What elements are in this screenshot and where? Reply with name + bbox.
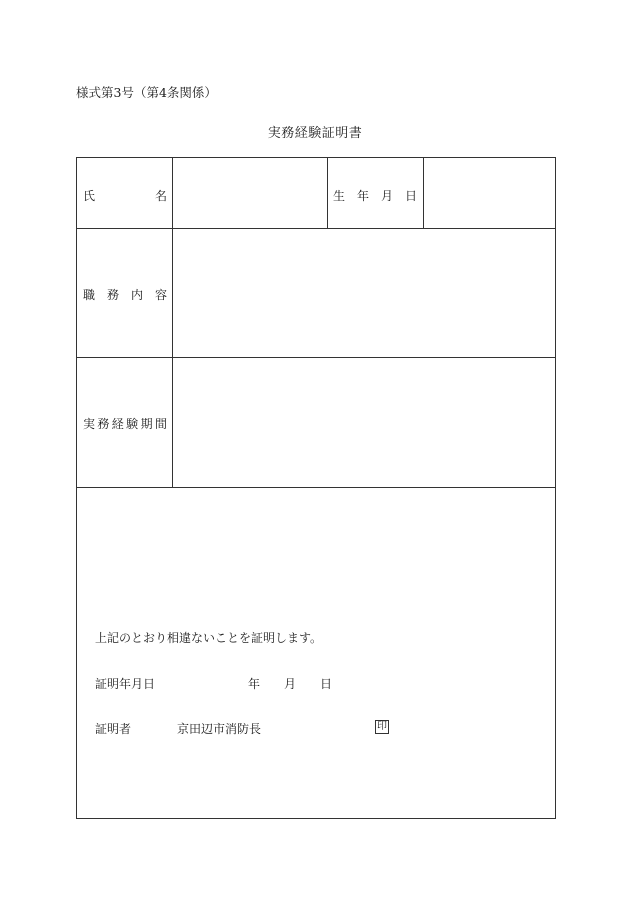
- name-label: 氏 名: [83, 189, 167, 203]
- experience-period-label: 実 務 経 験 期 間: [83, 417, 167, 431]
- certification-date-day: 日: [320, 677, 333, 691]
- certification-statement: 上記のとおり相違ないことを証明します。: [95, 631, 323, 645]
- certification-date-year: 年: [248, 677, 261, 691]
- birthdate-label: 生 年 月 日: [333, 189, 417, 203]
- duties-label: 職 務 内 容: [83, 288, 167, 302]
- experience-period-field[interactable]: [173, 358, 556, 486]
- certificate-form-frame: [76, 157, 556, 819]
- certification-date-month: 月: [284, 677, 297, 691]
- certifier-label: 証明者: [95, 722, 132, 736]
- seal-mark: 印: [377, 721, 387, 732]
- document-title: 実務経験証明書: [267, 126, 363, 141]
- name-birthdate-divider: [327, 158, 328, 228]
- certifier-name: 京田辺市消防長: [177, 722, 262, 736]
- duties-field[interactable]: [173, 229, 556, 356]
- form-number: 様式第3号（第4条関係）: [76, 85, 217, 100]
- name-field[interactable]: [173, 159, 326, 227]
- row-divider-3: [77, 487, 555, 488]
- birthdate-field[interactable]: [424, 159, 556, 227]
- certification-date-label: 証明年月日: [95, 677, 156, 691]
